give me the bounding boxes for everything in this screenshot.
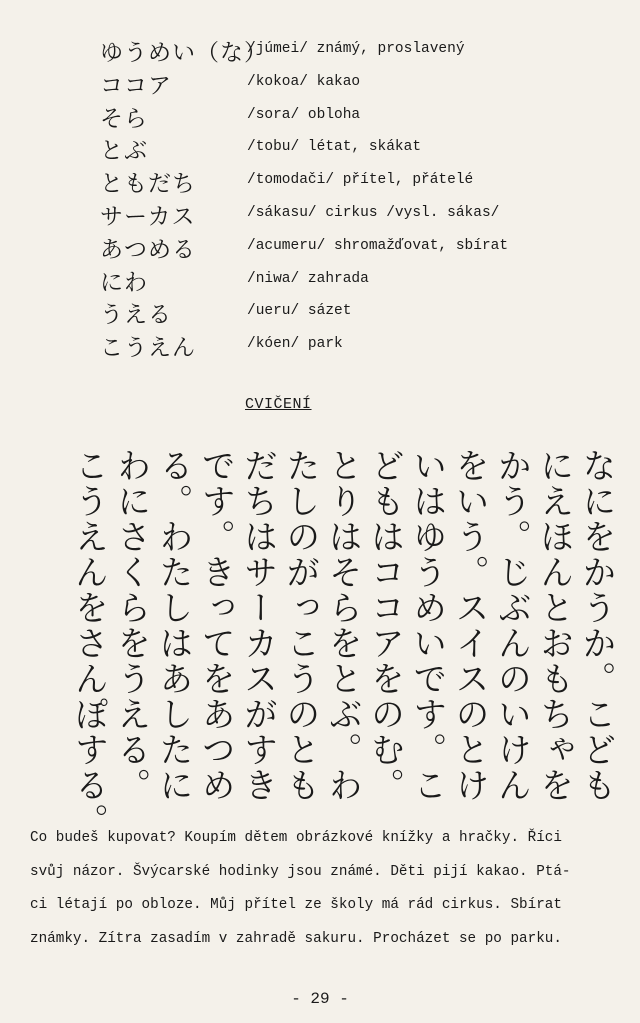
- exercise-column: いはゆうめいです。こ: [406, 448, 447, 803]
- vocab-row: [0, 32, 640, 65]
- exercise-column: どもはココアをのむ。: [364, 448, 405, 803]
- vocab-japanese: こうえん: [100, 335, 196, 362]
- vocab-czech: /tobu/ létat, skákat: [247, 139, 422, 156]
- exercise-column: をいう。スイスのとけ: [449, 448, 490, 803]
- exercise-column: わにさくらをうえる。: [110, 448, 151, 803]
- vocab-czech: /sora/ obloha: [247, 106, 361, 123]
- vocab-row: [0, 65, 640, 98]
- translation-line: známky. Zítra zasadím v zahradě sakuru. Procházet se po parku.: [30, 930, 562, 947]
- exercise-column: こうえんをさんぽする。: [68, 448, 109, 839]
- vocab-czech: /júmei/ známý, proslavený: [247, 41, 465, 57]
- vocab-czech: /niwa/ zahrada: [247, 270, 369, 287]
- exercise-column: とりはそらをとぶ。わ: [322, 448, 363, 803]
- vocab-japanese: にわ: [100, 269, 148, 296]
- vocab-czech: /kóen/ park: [247, 336, 343, 353]
- exercise-column: かう。じぶんのいけん: [491, 448, 532, 803]
- exercise-column: にえほんとおもちゃを: [533, 448, 574, 803]
- exercise-column: る。わたしはあしたに: [153, 448, 193, 803]
- vocab-row: [0, 262, 640, 295]
- vocab-row: [0, 229, 640, 262]
- vocab-czech: /kokoa/ kakao: [247, 73, 361, 90]
- vocab-czech: /acumeru/ shromažďovat, sbírat: [247, 237, 509, 254]
- translation-line: svůj názor. Švýcarské hodinky jsou známé. Děti pijí kakao. Ptá-: [30, 863, 571, 880]
- czech-translation: [30, 822, 626, 956]
- vocab-japanese: サーカス: [100, 204, 196, 230]
- vocab-japanese: ゆうめい（な）: [100, 40, 268, 66]
- exercise-column: たしのがっこうのとも: [279, 448, 320, 803]
- vocab-japanese: ともだち: [100, 171, 196, 198]
- vocab-row: [0, 98, 640, 131]
- exercise-heading: CVIČENÍ: [245, 396, 312, 413]
- vocab-czech: /tomodači/ přítel, přátelé: [247, 172, 474, 189]
- vocab-japanese: そら: [100, 105, 148, 132]
- vocab-japanese: うえる: [100, 302, 172, 329]
- exercise-column: です。きってをあつめ: [195, 448, 236, 803]
- vocab-row: [0, 327, 640, 360]
- exercise-column: だちはサーカスがすき: [237, 448, 278, 803]
- vocab-japanese: とぶ: [100, 138, 148, 165]
- page-number: - 29 -: [291, 990, 349, 1008]
- vocab-czech: /ueru/ sázet: [247, 303, 352, 320]
- vocab-japanese: ココア: [100, 72, 172, 99]
- vocab-row: [0, 163, 640, 196]
- vocab-czech: /sákasu/ cirkus /vysl. sákas/: [247, 205, 500, 221]
- vocab-japanese: あつめる: [100, 236, 196, 263]
- translation-line: Co budeš kupovat? Koupím dětem obrázkové knížky a hračky. Říci: [30, 830, 562, 846]
- vocab-row: [0, 294, 640, 327]
- translation-line: ci létají po obloze. Můj přítel ze školy má rád cirkus. Sbírat: [30, 897, 562, 913]
- vocab-row: [0, 196, 640, 229]
- exercise-column: なにをかうか。こども: [576, 448, 616, 803]
- vocab-row: [0, 130, 640, 163]
